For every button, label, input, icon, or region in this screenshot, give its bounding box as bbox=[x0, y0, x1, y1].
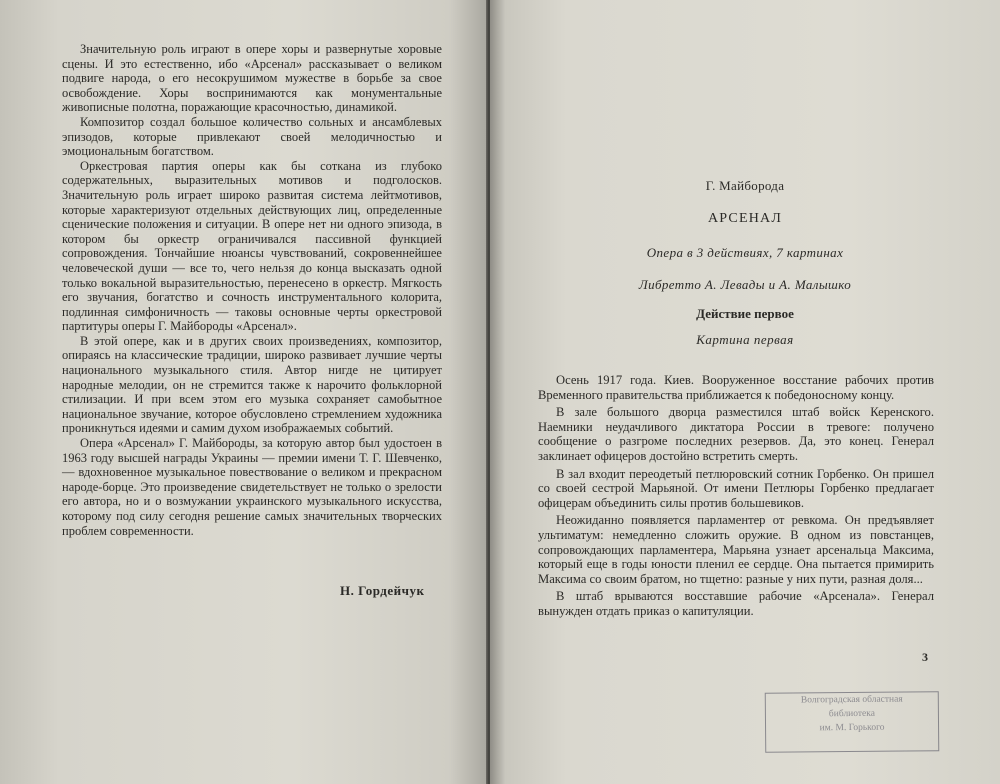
paragraph: В этой опере, как и в других своих произведениях, композитор, опираясь на классические традиции, широко развивает лучшие черты национального музыкального стиля. Автор нигде не цитирует народные мелодии, он не стремится также к нарочито фольклорной стилизации. И при всем этом его музыка сохраняет самобытное национальное звучание, которое обусловлено стремлением художника проникнуться идеями и самим духом изображаемых событий. bbox=[62, 333, 442, 436]
paragraph: В зал входит переодетый петлюровский сотник Горбенко. Он пришел со своей сестрой Марьяной. От имени Петлюры Горбенко предлагает офицерам объединить силы против большевиков. bbox=[538, 466, 934, 510]
library-stamp bbox=[765, 691, 940, 753]
page-number: 3 bbox=[922, 650, 928, 664]
right-page bbox=[490, 0, 1000, 784]
paragraph: В штаб врываются восставшие рабочие «Арсенала». Генерал вынужден отдать приказ о капитуляции. bbox=[538, 589, 934, 618]
composer-name: Г. Майборода bbox=[705, 178, 785, 193]
paragraph: Значительную роль играют в опере хоры и развернутые хоровые сцены. И это естественно, ибо «Арсенал» рассказывает о великом подвиге народа, о его несокрушимом мужестве в борьбе за свое освобождение. Хоры воспринимаются как монументальные живописные полотна, поражающие красочностью, динамикой. bbox=[62, 42, 442, 115]
opera-title: АРСЕНАЛ bbox=[707, 211, 783, 226]
stamp-line: Волгоградская областная bbox=[800, 694, 903, 706]
libretto-credit: Либретто А. Левады и А. Малышко bbox=[638, 277, 852, 292]
left-page-text bbox=[62, 42, 442, 538]
synopsis-text bbox=[538, 373, 934, 622]
paragraph: В зале большого дворца разместился штаб войск Керенского. Наемники неудачливого диктатора России в тревоге: получено сообщение о разгроме последних резервов. Да, это конец. Генерал заклинает офицеров достойно встретить смерть. bbox=[538, 405, 934, 463]
stamp-line: библиотека bbox=[828, 708, 875, 720]
act-heading: Действие первое bbox=[696, 306, 794, 321]
paragraph: Неожиданно появляется парламентер от ревкома. Он предъявляет ультиматум: немедленно сложить оружие. В одном из повстанцев, сопровождающих парламентера, Марьяна узнает арсенальца Максима, который еще в годы юности пленил ее сердце. Она пытается примирить Максима со своим братом, но тщетно: разные у них пути, разная доля... bbox=[538, 513, 934, 586]
paragraph: Осень 1917 года. Киев. Вооруженное восстание рабочих против Временного правительства приближается к победоносному концу. bbox=[538, 373, 934, 402]
paragraph: Композитор создал большое количество сольных и ансамблевых эпизодов, которые привлекают своей мелодичностью и эмоциональным богатством. bbox=[62, 114, 442, 159]
scene-heading: Картина первая bbox=[696, 332, 794, 347]
opera-subtitle: Опера в 3 действиях, 7 картинах bbox=[646, 245, 844, 260]
paragraph: Опера «Арсенал» Г. Майбороды, за которую автор был удостоен в 1963 году высшей награды Украины — премии имени Т. Г. Шевченко, — вдохновенное музыкальное повествование о великом и прекрасном народе-борце. Это произведение свидетельствует не только о зрелости его автора, но и о возмужании украинского музыкального искусства, которому под силу сегодня решение самых значительных творческих проблем современности. bbox=[62, 436, 442, 538]
paragraph: Оркестровая партия оперы как бы соткана из глубоко содержательных, выразительных мотивов и подголосков. Значительную роль играет широко развитая система лейтмотивов, которые характеризуют отдельных действующих лиц, определенные сценические положения и ситуации. В опере нет ни одного эпизода, в котором бы оркестр ограничивался пассивной функцией сопровождения. Тончайшие нюансы чувствований, сокровеннейшее человеческой души — все то, чего нельзя до конца высказать одной только вокальной выразительностью, перенесено в оркестр. Мягкость его звучания, богатство и сочность инструментального колорита, подлинная симфоничность — таковы основные черты оркестровой партитуры оперы Г. Майбороды «Арсенал». bbox=[62, 158, 442, 334]
author-signature: Н. Гордейчук bbox=[340, 583, 425, 598]
left-page bbox=[0, 0, 488, 784]
stamp-line: им. М. Горького bbox=[819, 722, 885, 734]
